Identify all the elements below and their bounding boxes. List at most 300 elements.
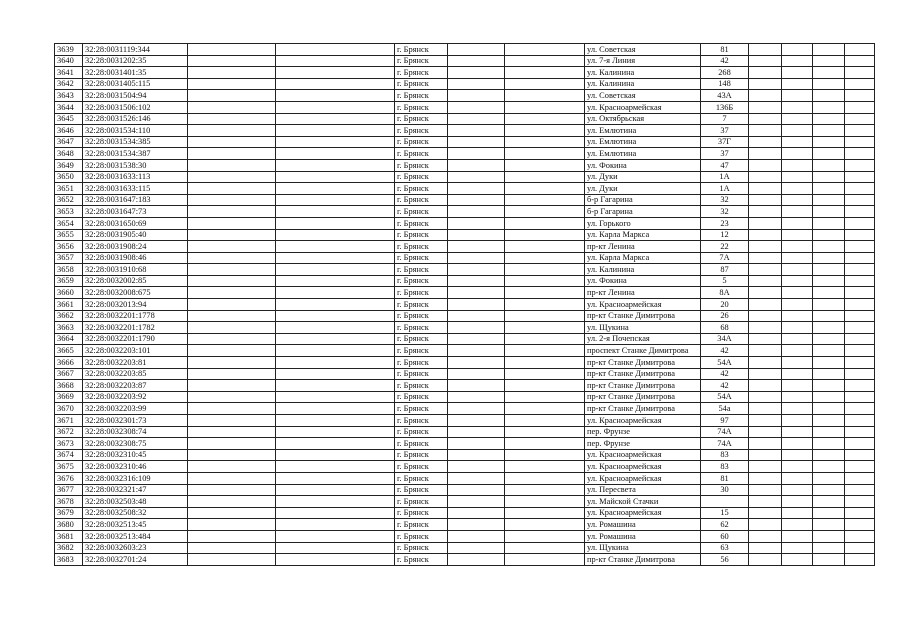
empty-cell — [813, 125, 845, 137]
house-number: 42 — [701, 380, 749, 392]
empty-cell — [813, 403, 845, 415]
empty-cell — [505, 461, 585, 473]
cadastral-number: 32:28:0031534:110 — [83, 125, 188, 137]
record-number: 3655 — [55, 229, 83, 241]
house-number: 20 — [701, 299, 749, 311]
cadastral-number: 32:28:0032308:75 — [83, 438, 188, 450]
city-name: г. Брянск — [395, 461, 448, 473]
street-name: ул. Октябрьская — [585, 113, 701, 125]
street-name: ул. Ромашина — [585, 530, 701, 542]
cadastral-number: 32:28:0032321:47 — [83, 484, 188, 496]
record-number: 3667 — [55, 368, 83, 380]
table-row — [55, 159, 875, 171]
city-name: г. Брянск — [395, 426, 448, 438]
empty-cell — [749, 287, 782, 299]
empty-cell — [188, 44, 276, 56]
cadastral-number: 32:28:0032310:46 — [83, 461, 188, 473]
empty-cell — [782, 148, 813, 160]
empty-cell — [813, 472, 845, 484]
empty-cell — [188, 403, 276, 415]
house-number: 136Б — [701, 101, 749, 113]
table-row — [55, 148, 875, 160]
empty-cell — [845, 125, 875, 137]
empty-cell — [448, 449, 505, 461]
empty-cell — [813, 299, 845, 311]
empty-cell — [276, 403, 395, 415]
table-row — [55, 183, 875, 195]
empty-cell — [845, 310, 875, 322]
table-row — [55, 461, 875, 473]
cadastral-number: 32:28:0032201:1782 — [83, 322, 188, 334]
empty-cell — [448, 78, 505, 90]
record-number: 3677 — [55, 484, 83, 496]
house-number: 97 — [701, 415, 749, 427]
empty-cell — [782, 252, 813, 264]
city-name: г. Брянск — [395, 310, 448, 322]
cadastral-number: 32:28:0032513:45 — [83, 519, 188, 531]
empty-cell — [276, 136, 395, 148]
empty-cell — [782, 496, 813, 508]
empty-cell — [505, 171, 585, 183]
city-name: г. Брянск — [395, 472, 448, 484]
empty-cell — [276, 183, 395, 195]
empty-cell — [813, 426, 845, 438]
empty-cell — [276, 415, 395, 427]
empty-cell — [505, 275, 585, 287]
empty-cell — [505, 333, 585, 345]
street-name: пр-кт Ленина — [585, 241, 701, 253]
street-name: ул. Красноармейская — [585, 507, 701, 519]
cadastral-number: 32:28:0031633:115 — [83, 183, 188, 195]
cadastral-number: 32:28:0031647:73 — [83, 206, 188, 218]
empty-cell — [448, 461, 505, 473]
empty-cell — [505, 380, 585, 392]
empty-cell — [782, 55, 813, 67]
house-number: 1А — [701, 183, 749, 195]
record-number: 3682 — [55, 542, 83, 554]
table-row — [55, 310, 875, 322]
empty-cell — [749, 55, 782, 67]
street-name: ул. Емлютина — [585, 136, 701, 148]
street-name: ул. Пересвета — [585, 484, 701, 496]
empty-cell — [448, 380, 505, 392]
table-body — [55, 44, 875, 566]
empty-cell — [188, 67, 276, 79]
empty-cell — [749, 206, 782, 218]
empty-cell — [845, 507, 875, 519]
street-name: пер. Фрунзе — [585, 438, 701, 450]
city-name: г. Брянск — [395, 113, 448, 125]
empty-cell — [188, 426, 276, 438]
house-number: 7 — [701, 113, 749, 125]
empty-cell — [276, 252, 395, 264]
record-number: 3660 — [55, 287, 83, 299]
city-name: г. Брянск — [395, 78, 448, 90]
empty-cell — [782, 67, 813, 79]
empty-cell — [276, 461, 395, 473]
cadastral-number: 32:28:0031905:40 — [83, 229, 188, 241]
empty-cell — [813, 136, 845, 148]
empty-cell — [188, 380, 276, 392]
city-name: г. Брянск — [395, 507, 448, 519]
empty-cell — [813, 206, 845, 218]
empty-cell — [749, 183, 782, 195]
empty-cell — [188, 136, 276, 148]
empty-cell — [813, 252, 845, 264]
empty-cell — [505, 438, 585, 450]
empty-cell — [845, 530, 875, 542]
empty-cell — [448, 426, 505, 438]
empty-cell — [749, 554, 782, 566]
record-number: 3642 — [55, 78, 83, 90]
table-row — [55, 217, 875, 229]
table-row — [55, 449, 875, 461]
table-row — [55, 194, 875, 206]
empty-cell — [505, 55, 585, 67]
empty-cell — [782, 101, 813, 113]
table-row — [55, 264, 875, 276]
record-number: 3653 — [55, 206, 83, 218]
table-row — [55, 252, 875, 264]
empty-cell — [276, 241, 395, 253]
street-name: пр-кт Станке Димитрова — [585, 403, 701, 415]
empty-cell — [845, 357, 875, 369]
table-row — [55, 322, 875, 334]
empty-cell — [188, 55, 276, 67]
empty-cell — [813, 496, 845, 508]
city-name: г. Брянск — [395, 159, 448, 171]
empty-cell — [782, 530, 813, 542]
empty-cell — [505, 241, 585, 253]
table-row — [55, 391, 875, 403]
address-register-table — [54, 43, 875, 566]
empty-cell — [505, 403, 585, 415]
empty-cell — [188, 507, 276, 519]
empty-cell — [782, 206, 813, 218]
empty-cell — [749, 148, 782, 160]
empty-cell — [188, 484, 276, 496]
empty-cell — [505, 125, 585, 137]
empty-cell — [813, 229, 845, 241]
empty-cell — [845, 391, 875, 403]
empty-cell — [188, 148, 276, 160]
city-name: г. Брянск — [395, 229, 448, 241]
empty-cell — [813, 194, 845, 206]
street-name: ул. 7-я Линия — [585, 55, 701, 67]
street-name: б-р Гагарина — [585, 206, 701, 218]
house-number: 83 — [701, 449, 749, 461]
city-name: г. Брянск — [395, 530, 448, 542]
house-number: 63 — [701, 542, 749, 554]
empty-cell — [749, 438, 782, 450]
empty-cell — [845, 67, 875, 79]
empty-cell — [505, 78, 585, 90]
house-number: 23 — [701, 217, 749, 229]
empty-cell — [749, 310, 782, 322]
empty-cell — [276, 206, 395, 218]
empty-cell — [749, 345, 782, 357]
empty-cell — [782, 415, 813, 427]
empty-cell — [505, 206, 585, 218]
empty-cell — [505, 554, 585, 566]
empty-cell — [813, 264, 845, 276]
record-number: 3641 — [55, 67, 83, 79]
empty-cell — [505, 472, 585, 484]
empty-cell — [749, 78, 782, 90]
empty-cell — [448, 438, 505, 450]
empty-cell — [749, 322, 782, 334]
empty-cell — [448, 542, 505, 554]
empty-cell — [749, 241, 782, 253]
empty-cell — [782, 159, 813, 171]
empty-cell — [276, 426, 395, 438]
street-name: ул. Емлютина — [585, 148, 701, 160]
table-row — [55, 554, 875, 566]
empty-cell — [845, 206, 875, 218]
empty-cell — [505, 159, 585, 171]
empty-cell — [505, 287, 585, 299]
table-row — [55, 78, 875, 90]
cadastral-number: 32:28:0031908:46 — [83, 252, 188, 264]
empty-cell — [276, 530, 395, 542]
city-name: г. Брянск — [395, 554, 448, 566]
empty-cell — [188, 264, 276, 276]
empty-cell — [749, 530, 782, 542]
empty-cell — [505, 229, 585, 241]
empty-cell — [448, 519, 505, 531]
empty-cell — [188, 542, 276, 554]
street-name: ул. Красноармейская — [585, 449, 701, 461]
street-name: ул. Щукина — [585, 322, 701, 334]
cadastral-number: 32:28:0032013:94 — [83, 299, 188, 311]
empty-cell — [782, 391, 813, 403]
house-number: 54А — [701, 357, 749, 369]
street-name: ул. Майской Стачки — [585, 496, 701, 508]
empty-cell — [813, 217, 845, 229]
empty-cell — [813, 148, 845, 160]
empty-cell — [813, 159, 845, 171]
empty-cell — [813, 183, 845, 195]
empty-cell — [505, 449, 585, 461]
empty-cell — [782, 472, 813, 484]
cadastral-number: 32:28:0032203:101 — [83, 345, 188, 357]
cadastral-number: 32:28:0031650:69 — [83, 217, 188, 229]
empty-cell — [845, 194, 875, 206]
empty-cell — [448, 472, 505, 484]
table-row — [55, 380, 875, 392]
empty-cell — [845, 287, 875, 299]
record-number: 3672 — [55, 426, 83, 438]
house-number: 37 — [701, 125, 749, 137]
record-number: 3681 — [55, 530, 83, 542]
empty-cell — [188, 171, 276, 183]
record-number: 3650 — [55, 171, 83, 183]
cadastral-number: 32:28:0032203:99 — [83, 403, 188, 415]
street-name: ул. Емлютина — [585, 125, 701, 137]
empty-cell — [188, 229, 276, 241]
empty-cell — [448, 357, 505, 369]
empty-cell — [448, 264, 505, 276]
empty-cell — [276, 449, 395, 461]
empty-cell — [749, 519, 782, 531]
city-name: г. Брянск — [395, 275, 448, 287]
empty-cell — [845, 415, 875, 427]
table-row — [55, 287, 875, 299]
street-name: ул. Советская — [585, 90, 701, 102]
record-number: 3665 — [55, 345, 83, 357]
empty-cell — [448, 125, 505, 137]
empty-cell — [813, 507, 845, 519]
house-number: 54А — [701, 391, 749, 403]
empty-cell — [782, 125, 813, 137]
empty-cell — [749, 44, 782, 56]
empty-cell — [448, 287, 505, 299]
cadastral-number: 32:28:0031405:115 — [83, 78, 188, 90]
empty-cell — [845, 55, 875, 67]
empty-cell — [845, 542, 875, 554]
empty-cell — [505, 507, 585, 519]
empty-cell — [448, 148, 505, 160]
empty-cell — [845, 368, 875, 380]
empty-cell — [276, 310, 395, 322]
empty-cell — [188, 159, 276, 171]
empty-cell — [188, 345, 276, 357]
empty-cell — [845, 44, 875, 56]
cadastral-number: 32:28:0032701:24 — [83, 554, 188, 566]
record-number: 3657 — [55, 252, 83, 264]
empty-cell — [276, 287, 395, 299]
cadastral-number: 32:28:0032308:74 — [83, 426, 188, 438]
record-number: 3646 — [55, 125, 83, 137]
city-name: г. Брянск — [395, 101, 448, 113]
empty-cell — [448, 55, 505, 67]
record-number: 3639 — [55, 44, 83, 56]
empty-cell — [749, 275, 782, 287]
empty-cell — [188, 415, 276, 427]
empty-cell — [448, 159, 505, 171]
empty-cell — [845, 148, 875, 160]
city-name: г. Брянск — [395, 136, 448, 148]
empty-cell — [188, 322, 276, 334]
street-name: ул. Калинина — [585, 78, 701, 90]
empty-cell — [813, 67, 845, 79]
house-number: 32 — [701, 206, 749, 218]
empty-cell — [276, 78, 395, 90]
empty-cell — [845, 264, 875, 276]
empty-cell — [276, 171, 395, 183]
record-number: 3654 — [55, 217, 83, 229]
cadastral-number: 32:28:0032002:85 — [83, 275, 188, 287]
empty-cell — [188, 310, 276, 322]
house-number: 54а — [701, 403, 749, 415]
empty-cell — [448, 310, 505, 322]
record-number: 3669 — [55, 391, 83, 403]
street-name: ул. Фокина — [585, 159, 701, 171]
empty-cell — [749, 426, 782, 438]
house-number: 43А — [701, 90, 749, 102]
table-row — [55, 530, 875, 542]
empty-cell — [749, 252, 782, 264]
empty-cell — [276, 44, 395, 56]
empty-cell — [505, 391, 585, 403]
empty-cell — [813, 171, 845, 183]
empty-cell — [505, 101, 585, 113]
cadastral-number: 32:28:0032203:81 — [83, 357, 188, 369]
table-row — [55, 542, 875, 554]
empty-cell — [505, 415, 585, 427]
empty-cell — [813, 415, 845, 427]
street-name: ул. Красноармейская — [585, 461, 701, 473]
empty-cell — [276, 159, 395, 171]
house-number: 74А — [701, 438, 749, 450]
cadastral-number: 32:28:0031908:24 — [83, 241, 188, 253]
empty-cell — [276, 333, 395, 345]
table-row — [55, 345, 875, 357]
street-name: б-р Гагарина — [585, 194, 701, 206]
street-name: ул. Красноармейская — [585, 472, 701, 484]
empty-cell — [505, 264, 585, 276]
street-name: пр-кт Станке Димитрова — [585, 391, 701, 403]
city-name: г. Брянск — [395, 264, 448, 276]
cadastral-number: 32:28:0031119:344 — [83, 44, 188, 56]
table-row — [55, 415, 875, 427]
table-row — [55, 357, 875, 369]
empty-cell — [505, 530, 585, 542]
empty-cell — [782, 310, 813, 322]
empty-cell — [505, 519, 585, 531]
empty-cell — [813, 391, 845, 403]
table-row — [55, 136, 875, 148]
record-number: 3648 — [55, 148, 83, 160]
house-number: 148 — [701, 78, 749, 90]
table-row — [55, 241, 875, 253]
empty-cell — [749, 461, 782, 473]
empty-cell — [749, 449, 782, 461]
cadastral-number: 32:28:0032203:87 — [83, 380, 188, 392]
cadastral-number: 32:28:0032503:48 — [83, 496, 188, 508]
empty-cell — [782, 183, 813, 195]
empty-cell — [845, 472, 875, 484]
empty-cell — [188, 496, 276, 508]
city-name: г. Брянск — [395, 67, 448, 79]
empty-cell — [188, 461, 276, 473]
record-number: 3664 — [55, 333, 83, 345]
house-number: 30 — [701, 484, 749, 496]
empty-cell — [845, 333, 875, 345]
empty-cell — [813, 55, 845, 67]
empty-cell — [782, 380, 813, 392]
empty-cell — [505, 252, 585, 264]
city-name: г. Брянск — [395, 206, 448, 218]
empty-cell — [813, 530, 845, 542]
empty-cell — [448, 333, 505, 345]
city-name: г. Брянск — [395, 368, 448, 380]
empty-cell — [448, 507, 505, 519]
house-number: 81 — [701, 44, 749, 56]
city-name: г. Брянск — [395, 380, 448, 392]
empty-cell — [845, 159, 875, 171]
street-name: ул. Советская — [585, 44, 701, 56]
empty-cell — [276, 264, 395, 276]
empty-cell — [749, 415, 782, 427]
empty-cell — [448, 391, 505, 403]
empty-cell — [813, 113, 845, 125]
empty-cell — [448, 44, 505, 56]
house-number: 268 — [701, 67, 749, 79]
record-number: 3640 — [55, 55, 83, 67]
empty-cell — [505, 194, 585, 206]
empty-cell — [448, 415, 505, 427]
